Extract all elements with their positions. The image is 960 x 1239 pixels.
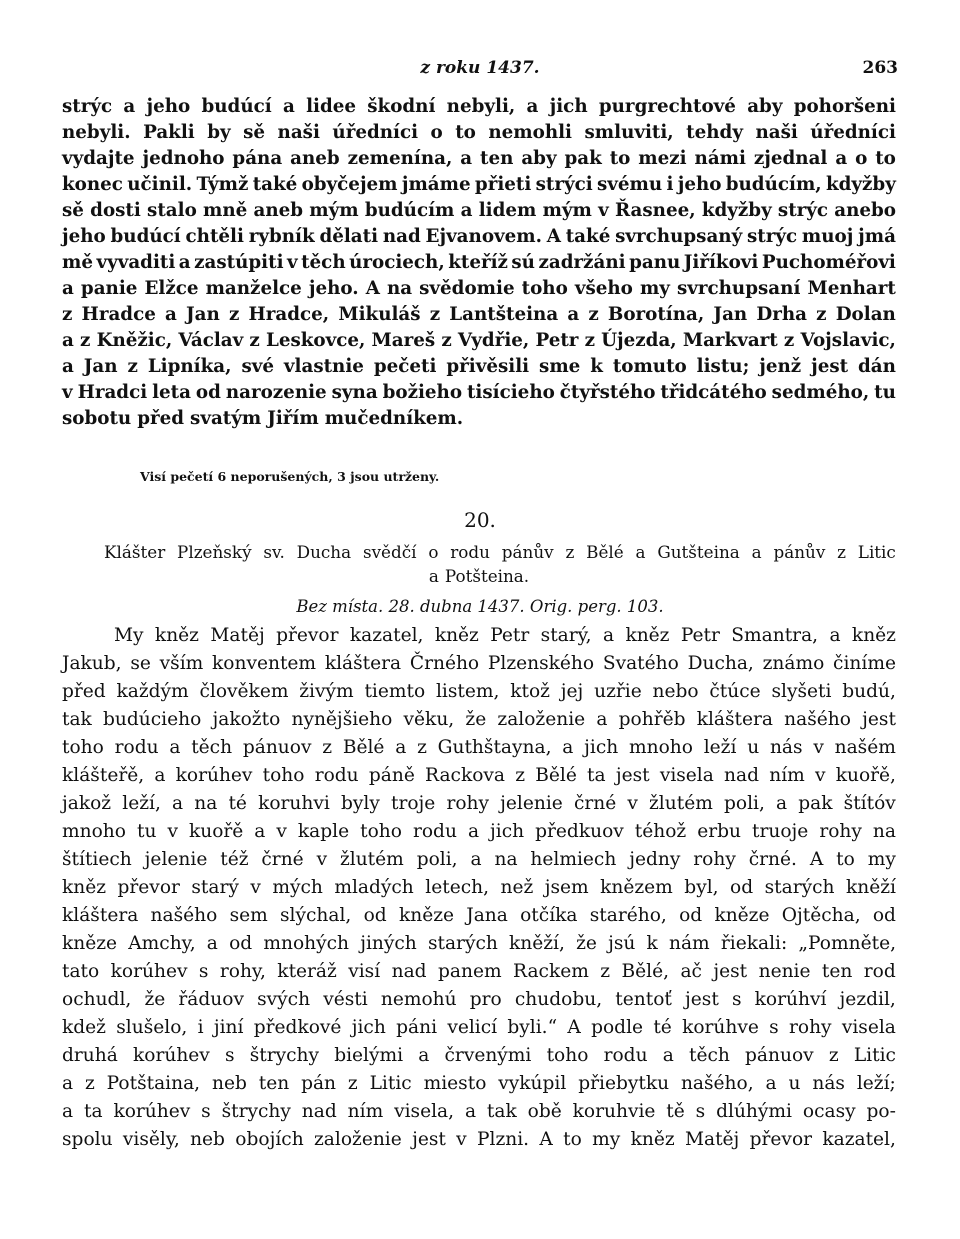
text-line: a Jan z Lipníka, své vlastnie pečeti přivěsili sme k tomuto listu; jenž jest dán — [62, 356, 896, 377]
text-line: a z Kněžic, Václav z Leskovce, Mareš z Vydřie, Petr z Újezda, Markvart z Vojslavic, — [62, 330, 896, 351]
text-line: jeho budúcí chtěli rybník dělati nad Ejvanovem. A také svrchupsaný strýc muoj jmá — [62, 226, 896, 247]
text-line: spolu visěly, neb obojích založenie jest v Plzni. A to my kněz Matěj převor kazatel, — [62, 1129, 896, 1150]
running-title: z roku 1437. — [420, 58, 540, 78]
text-line: jakož leží, a na té koruhvi byly troje rohy jelenie črné v žlutém poli, a pak štítóv — [62, 793, 896, 814]
text-line: konec učinil. Týmž také obyčejem jmáme přieti strýci svému i jeho budúcím, kdyžby — [62, 174, 896, 195]
text-line: toho rodu a těch pánuov z Bělé a z Guthštayna, a jich mnoho leží u nás v našém — [62, 737, 896, 758]
text-line: sobotu před svatým Jiřím mučedníkem. — [62, 408, 464, 429]
text-line: kněz převor starý v mých mladých letech, než jsem knězem byl, od starých kněží — [62, 877, 896, 898]
text-line: kněze Amchy, a od mnohých jiných starých kněží, že jsú k nám řiekali: „Pomněte, — [62, 933, 896, 954]
text-line: a ta korúhev s štrychy nad ním visela, a tak obě koruhvie tě s dlúhými ocasy po- — [62, 1101, 896, 1122]
text-line: My kněz Matěj převor kazatel, kněz Petr starý, a kněz Petr Smantra, a kněz — [114, 625, 896, 646]
text-line: mě vyvaditi a zastúpiti v těch úrociech, kteříž sú zadržáni panu Jiříkovi Puchoméřovi — [62, 252, 896, 273]
text-line: sě dosti stalo mně aneb mým budúcím a lidem mým v Řasnee, kdyžby strýc anebo — [62, 200, 896, 221]
text-line: z Hradce a Jan z Hradce, Mikuláš z Lantšteina a z Borotína, Jan Drha z Dolan — [62, 304, 896, 325]
text-line: v Hradci leta od narozenie syna božieho tisícieho čtyřstého třidcátého sedmého, tu — [62, 382, 896, 403]
text-line: štítiech jelenie též črné v žlutém poli, a na helmiech jedny rohy črné. A to my — [62, 849, 896, 870]
text-line: Jakub, se vším konventem kláštera Črného Plzenského Svatého Ducha, známo činíme — [62, 653, 896, 674]
text-line: kláštera našého sem slýchal, od kněze Jana otčíka starého, od kněze Ojtěcha, od — [62, 905, 896, 926]
text-line: a panie Elžce manželce jeho. A na svědomie toho všeho my svrchupsaní Menhart — [62, 278, 896, 299]
document-date-source: Bez místa. 28. dubna 1437. Orig. perg. 103. — [296, 597, 664, 616]
text-line: tak budúcieho jakožto nynějšieho věku, že založenie a pohřěb kláštera našého jest — [62, 709, 896, 730]
text-line: klášteřě, a korúhev toho rodu páně Rackova z Bělé ta jest visela nad ním v kuořě, — [62, 765, 896, 786]
document-regest — [62, 540, 896, 588]
document-number: 20. — [464, 508, 496, 532]
text-line: ochudl, že řáduov svých vésti nemohú pro chudobu, tentoť jest s korúhví jezdil, — [62, 989, 896, 1010]
text-line: kdež slušelo, i jiní předkové jich páni velicí byli.“ A podle té korúhve s rohy visela — [62, 1017, 896, 1038]
text-line: mnoho tu v kuořě a v kaple toho rodu a jich předkuov téhož erbu truoje rohy na — [62, 821, 896, 842]
text-line: a Potšteina. — [428, 566, 530, 586]
text-line: druhá korúhev s štrychy bielými a črvenými toho rodu a těch pánuov z Litic — [62, 1045, 896, 1066]
page-number: 263 — [862, 58, 898, 78]
text-line: strýc a jeho budúcí a lidee škodní nebyli, a jich purgrechtové aby pohoršeni — [62, 96, 896, 117]
text-line: tato korúhev s rohy, kteráž visí nad panem Rackem z Bělé, ač jest nenie ten rod — [62, 961, 896, 982]
page-header — [62, 58, 898, 86]
text-line: a z Potštaina, neb ten pán z Litic miesto vykúpil přiebytku našého, a u nás leží; — [62, 1073, 896, 1094]
text-line: nebyli. Pakli by sě naši úředníci o to nemohli smluviti, tehdy naši úředníci — [62, 122, 896, 143]
charter-text — [62, 622, 896, 1154]
text-line: vydajte jednoho pána aneb zemenína, a ten aby pak to mezi námi zjednal a o to — [62, 148, 896, 169]
text-line: před každým člověkem živým tiemto listem, ktož jej uzřie nebo čtúce slyšeti budú, — [62, 681, 896, 702]
charter-text-continued — [62, 94, 896, 432]
text-line: Klášter Plzeňský sv. Ducha svědčí o rodu pánův z Bělé a Gutšteina a pánův z Litic — [104, 542, 896, 562]
seal-note: Visí pečetí 6 neporušených, 3 jsou utrženy. — [140, 469, 440, 484]
